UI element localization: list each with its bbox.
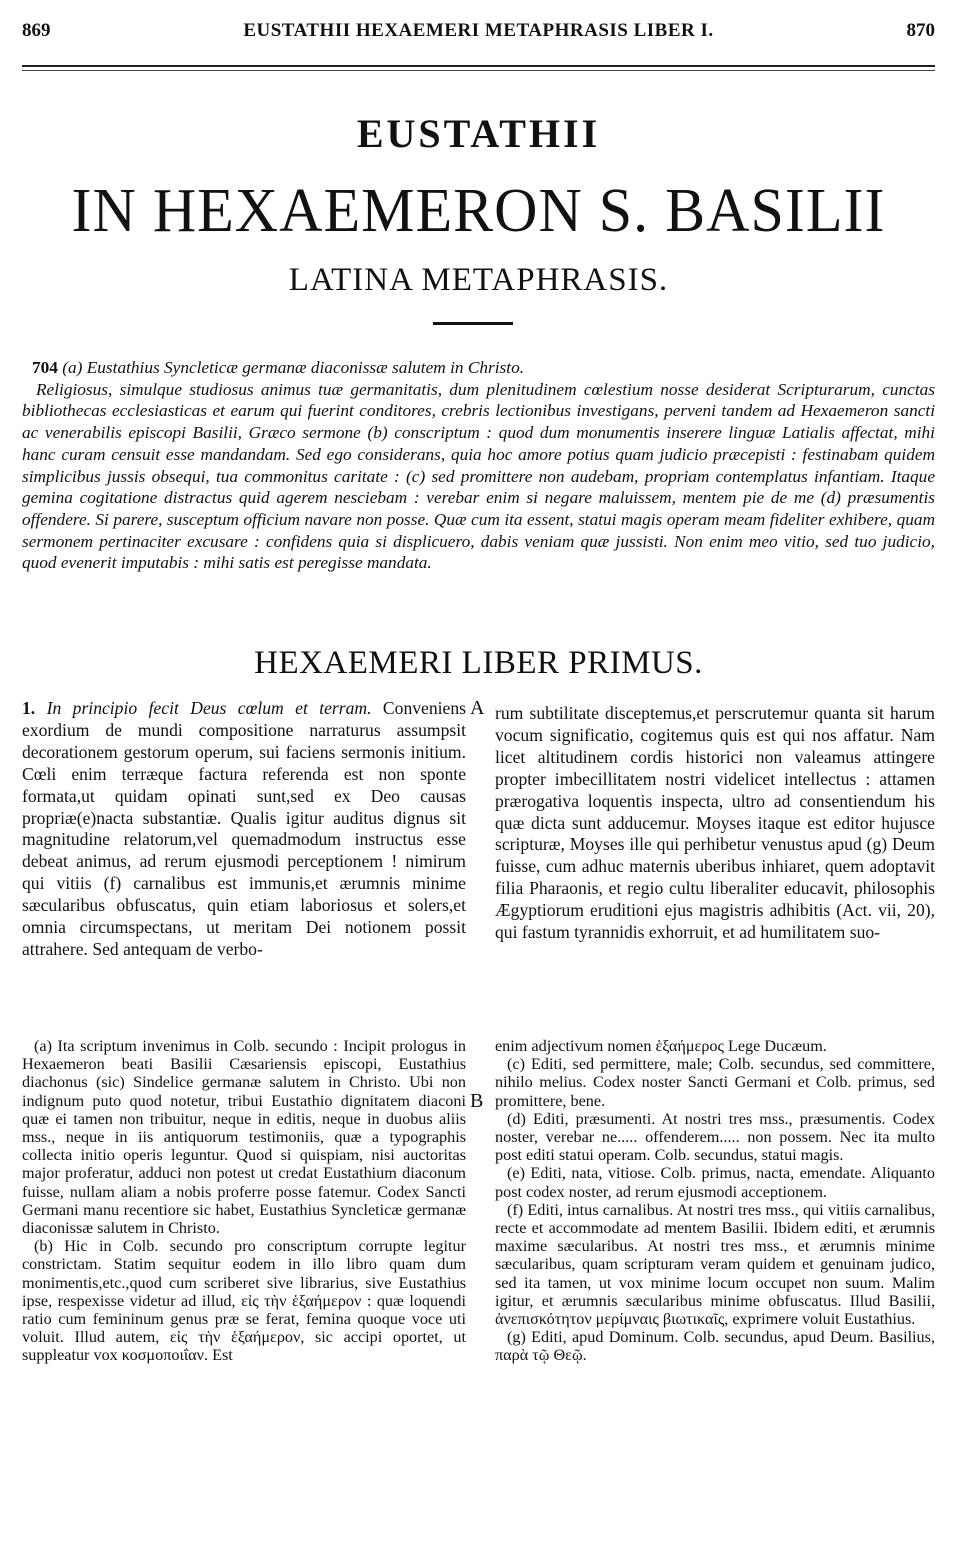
header-rule [22,65,935,67]
preface-salutation: (a) Eustathius Syncleticæ germanæ diaconissæ salutem in Christo. [62,358,525,377]
main-text-right-column [495,703,935,944]
footnote-a: (a) Ita scriptum invenimus in Colb. secundo : Incipit prologus in Hexaemeron beati Basilii Cæsariensis episcopi, Eustathius diachonus (sic) Sindelice germanæ salutem in Christo. Ubi non indignum puto quod notetur, tribui Eustathio dignitatem diaconi quæ ei tamen non tribuitur, neque in editis, neque in duobus aliis mss., neque in iis antiquorum testimoniis, quæ a typographis collecta initio operis leguntur. Quod si quispiam, nisi auctoritas major proferatur, adduci non potest ut credat Eustathium diaconum fuisse, nullam aliam a nobis proferre posse fatemur. Codex Sancti Germani manu recentiore sic habet, Eustathius Syncleticæ germanæ diaconissæ salutem in Christo. [22,1037,466,1238]
footnote-d: (d) Editi, præsumenti. At nostri tres mss., præsumentis. Codex noster, verebar ne..... offenderem..... non possem. Nec ita multo post editi statui operam. Colb. secundus, statui magis. [495,1109,935,1165]
preface-letter [22,357,935,574]
footnote-g: (g) Editi, apud Dominum. Colb. secundus, apud Deum. Basilius, παρὰ τῷ Θεῷ. [495,1328,935,1365]
footnote-f: (f) Editi, intus carnalibus. At nostri tres mss., qui vitiis carnalibus, recte et accommodate ad mentem Basilii. Ibidem editi, et ærumnis maxime sæcularibus. At nostri tres mss., et ærumnis minime sæcularibus, quam scripturam veram quidem et genuinam judico, sed ita tamen, ut vox minime locum occupet non suum. Malim igitur, et ærumnis sæcularibus minime obfuscatus. Illud Basilii, ἀνεπισκότητον μερίμναις βιωτικαῖς, exprimere voluit Eustathius. [495,1200,935,1329]
footnote-c: (c) Editi, sed permittere, male; Colb. secundus, sed committere, nihilo melius. Codex noster Sancti Germani et Colb. primus, sed promittere, bene. [495,1055,935,1110]
preface-body: Religiosus, simulque studiosus animus tuæ germanitatis, dum plenitudinem cœlestium nosse desiderat Scripturarum, cunctas bibliothecas ecclesiasticas et earum qui fuerint conditores, crebris lectionibus investigans, perveni tandem ad Hexaemeron sancti ac venerabilis episcopi Basilii, Græco sermone (b) conscriptum : quod dum monumentis inserere linguæ Latialis affectat, mihi hanc curam censuit esse mandandam. Sed ego considerans, quia hoc amore potius quam judicio præcepisti : festinabam quidem simplicibus jussis obsequi, tua commonitus caritate : (c) sed promittere non audebam, propriam contemplatus infantiam. Itaque gemina cogitatione distractus quid agerem nesciebam : verebar enim si negare maluissem, mentem pie de me (d) præsumentis offendere. Si parere, susceptum officium navare non posse. Quæ cum ita essent, statui magis operam meam fideliter exhibere, quam sermonem pertinaciter excusare : confidens quia si displicuero, dabis veniam quæ jussisti. Non enim meo vitio, sed tuo judicio, quod evenerit imputabis : mihi satis est peregisse mandata. [22,379,935,573]
footnote-b: (b) Hic in Colb. secundo pro conscriptum corrupte legitur constrictam. Statim sequitur eodem in illo libro quam dum monimentis,etc.,quod cum scriberet sive librarius, sive Eustathius ipse, respexisse videtur ad illud, εἰς τὴν ἑξαήμερον : quæ loquendi ratio cum femininum genus præ se ferat, femina quoque voce uti voluit. Illud autem, εἰς τὴν ἑξαήμερον, sic accipi oportet, ut suppleatur vox κοσμοποιΐαν. Est [22,1237,466,1365]
paragraph-number: 1. [22,698,36,718]
footnote-b-continued: enim adjectivum nomen ἑξαήμερος Lege Ducæum. [495,1037,827,1055]
title-subtitle: LATINA METAPHRASIS. [288,262,669,298]
paragraph-1 [22,698,466,961]
section-marker-b: B [470,1090,484,1112]
title-author: EUSTATHII [356,111,601,156]
paragraph-1-body: Conveniens exordium de mundi compositione narraturus assumpsit decorationem gestorum operum, sui faciens sermonis initium. Cœli enim terræque factura referenda est non sponte formata,ut quidam opinati sunt,sed ex Deo causas propriæ(e)nacta substantiæ. Qualis igitur auditus dignus sit magnitudine relatorum,vel quemadmodum instructus esse debeat animus, ad rerum ejusmodi perceptionem ! nimirum qui vitiis (f) carnalibus est immunis,et ærumnis minime sæcularibus obfuscatus, quin etiam laboriosus et solers,et omnia circumspectans, ut meritam Dei notionem possit attrahere. Sed antequam de verbo- [22,698,466,959]
book-title: HEXAEMERI LIBER PRIMUS. [254,645,703,681]
footnote-e: (e) Editi, nata, vitiose. Colb. primus, nacta, emendate. Aliquanto post codex noster, ad rerum ejusmodi acceptionem. [495,1164,935,1201]
main-text-left-column [22,698,466,961]
paragraph-1-continued: rum subtilitate disceptemus,et perscrutemur quanta sit harum vocum significatio, cogitemus quis est qui nos affatur. Nam licet altitudinem cordis historici non valeamus attingere propter imbecillitatem nostri videlicet intellectus : attamen prærogativa loquentis inspecta, ultro ad consentiendum his quæ dicta sunt adducemur. Moyses itaque est editor hujusce scripturæ, Moyses ille qui perhibetur venustus apud (g) Deum fuisse, cum adhuc maternis uberibus inhiaret, quem adoptavit filia Pharaonis, et regio cultu liberaliter educavit, philosophis Ægyptiorum eruditioni ejus magistris adhibitis (Act. vii, 20), qui fastum tyrannidis exhorruit, et ad humilitatem suo- [495,703,935,943]
column-number: 704 [32,358,58,377]
section-marker-a: A [470,697,485,719]
running-header [22,18,935,48]
footnotes-left-column [22,1037,466,1365]
footnotes-right-column [495,1037,935,1365]
preface-salutation-line [22,357,935,379]
scripture-incipit: In principio fecit Deus cœlum et terram. [46,698,372,718]
page-number-left: 869 [22,20,51,41]
header-rule-thin [22,70,935,71]
running-title: EUSTATHII HEXAEMERI METAPHRASIS LIBER I. [243,20,714,41]
title-main: IN HEXAEMERON S. BASILII [71,175,886,245]
page-number-right: 870 [906,20,935,41]
title-divider [433,322,513,325]
